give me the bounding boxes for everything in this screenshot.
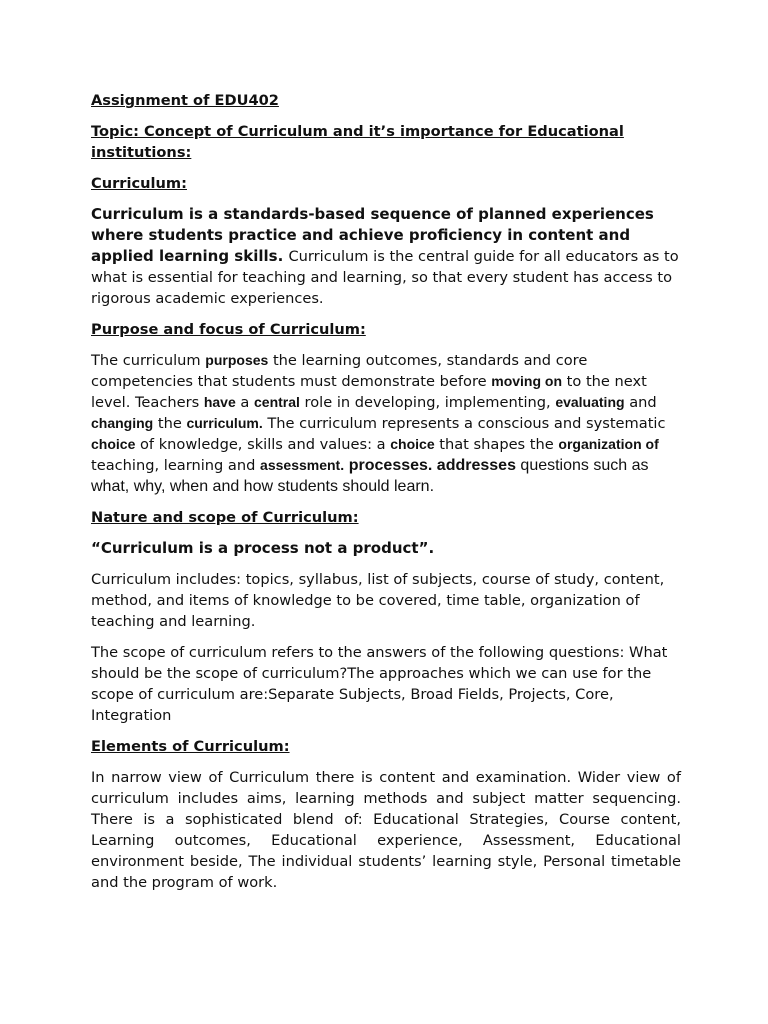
nature-heading: Nature and scope of Curriculum: bbox=[91, 509, 359, 526]
purpose-text: that shapes the bbox=[434, 436, 559, 453]
definition-bold-text: Curriculum is a standards-based sequence of planned experiences where students practice and achieve proficiency in content and applied learning skills. bbox=[91, 205, 654, 265]
scope-paragraph: The scope of curriculum refers to the answers of the following questions: What should be the scope of curriculum?The approaches which we can use for the scope of curriculum are:Separate Subjects, Broad Fields, Projects, Core, Integration bbox=[91, 644, 668, 724]
assignment-title: Assignment of EDU402 bbox=[91, 92, 279, 109]
purpose-text: teaching, learning and bbox=[91, 457, 261, 474]
definition-text: Curriculum is the central guide for all educators as to what is essential for teaching and learning, so that every student has access to rigorous academic experiences. bbox=[91, 248, 679, 307]
purpose-text: the learning outcomes, standards and core competencies that students must demonstrate before bbox=[91, 352, 588, 390]
purpose-bold-word: choice bbox=[91, 436, 136, 452]
purpose-bold-word: have bbox=[203, 394, 236, 410]
purpose-text: a bbox=[235, 394, 254, 411]
purpose-text: to the next level. Teachers bbox=[91, 373, 647, 411]
purpose-bold-word: changing bbox=[91, 415, 154, 431]
purpose-text: the bbox=[153, 415, 187, 432]
purpose-bold-word: purposes bbox=[205, 352, 269, 368]
purpose-bold-word: choice bbox=[390, 436, 435, 452]
purpose-bold-word: processes. addresses bbox=[348, 457, 516, 474]
purpose-bold-word: central bbox=[254, 394, 300, 410]
includes-paragraph: Curriculum includes: topics, syllabus, list of subjects, course of study, content, method, and items of knowledge to be covered, time table, organization of teaching and learning. bbox=[91, 571, 665, 630]
purpose-text: The curriculum bbox=[91, 352, 206, 369]
document-body bbox=[91, 90, 681, 903]
purpose-bold-word: organization of bbox=[558, 436, 659, 452]
purpose-text: of knowledge, skills and values: a bbox=[135, 436, 391, 453]
purpose-bold-word: evaluating bbox=[555, 394, 625, 410]
curriculum-heading: Curriculum: bbox=[91, 175, 187, 192]
elements-paragraph: In narrow view of Curriculum there is content and examination. Wider view of curriculum includes aims, learning methods and subject matter sequencing. There is a sophisticated blend of: Educational Strategies, Course content, Learning outcomes, Educational experience, Assessment, Educational environment beside, The individual students’ learning style, Personal timetable and the program of work. bbox=[91, 769, 681, 891]
purpose-text: and bbox=[624, 394, 657, 411]
purpose-bold-word: curriculum. bbox=[186, 415, 263, 431]
purpose-heading: Purpose and focus of Curriculum: bbox=[91, 321, 366, 338]
nature-quote: “Curriculum is a process not a product”. bbox=[91, 539, 435, 557]
purpose-bold-word: assessment. bbox=[260, 457, 345, 473]
purpose-text: The curriculum represents a conscious and systematic bbox=[262, 415, 666, 432]
curriculum-definition bbox=[91, 204, 681, 309]
purpose-text: role in developing, implementing, bbox=[299, 394, 556, 411]
purpose-text: questions such as what, why, when and how students should learn. bbox=[91, 457, 649, 495]
elements-heading: Elements of Curriculum: bbox=[91, 738, 290, 755]
purpose-paragraph bbox=[91, 350, 681, 497]
purpose-bold-word: moving on bbox=[491, 373, 563, 389]
topic-heading: Topic: Concept of Curriculum and it’s importance for Educational institutions: bbox=[91, 123, 624, 161]
